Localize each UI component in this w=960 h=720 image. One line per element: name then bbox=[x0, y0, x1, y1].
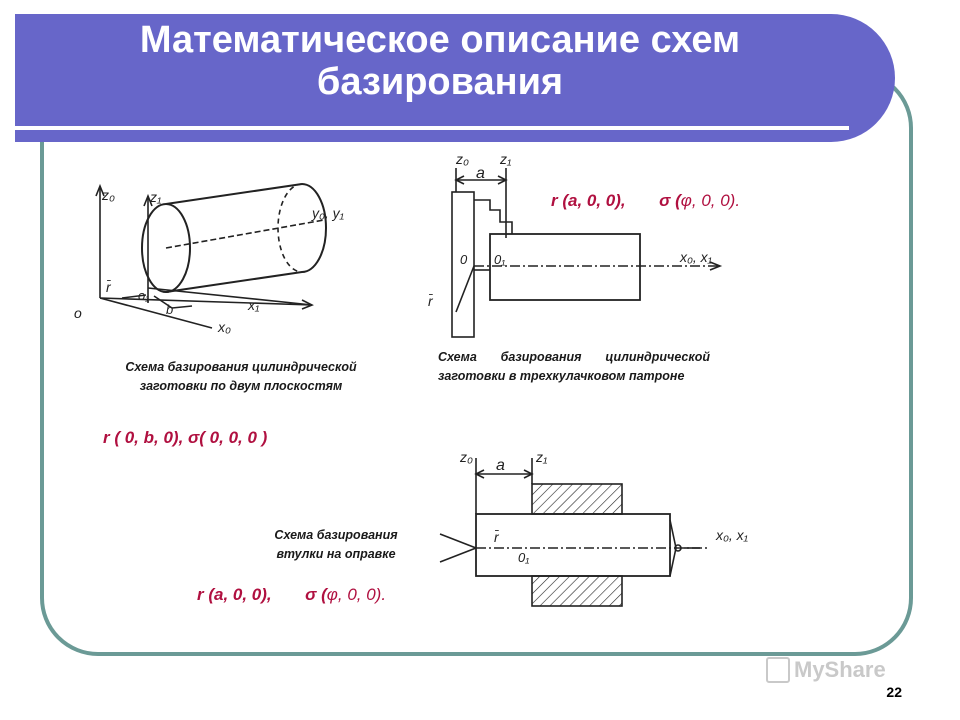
cylinder-two-planes-diagram bbox=[62, 168, 362, 340]
formula-mandrel-phi: φ bbox=[326, 585, 338, 604]
bushing-mandrel-diagram bbox=[440, 448, 770, 608]
label-a: a bbox=[476, 165, 485, 182]
slide-title: Математическое описание схем базирования bbox=[139, 19, 741, 103]
label-x1: x₁ bbox=[248, 297, 260, 313]
label-z0: z₀ bbox=[102, 187, 115, 203]
label-o1: 0₁ bbox=[494, 252, 506, 267]
label-o1: o₁ bbox=[138, 288, 150, 303]
label-z1: z₁ bbox=[500, 151, 512, 167]
formula-chuck-sigma: σ ( bbox=[659, 191, 681, 210]
formula-mandrel-sigma: σ ( bbox=[305, 585, 327, 604]
formula-chuck-r: r (a, 0, 0), bbox=[551, 191, 626, 210]
formula-two-planes: r ( 0, b, 0), σ( 0, 0, 0 ) bbox=[103, 428, 268, 447]
caption-mandrel: Схема базирования втулки на оправке bbox=[274, 528, 398, 561]
label-z0: z₀ bbox=[456, 151, 469, 167]
label-x0: x₀ bbox=[218, 319, 231, 335]
formula-chuck-phi: φ bbox=[680, 191, 692, 210]
three-jaw-chuck-diagram bbox=[420, 144, 730, 340]
label-x: x₀, x₁ bbox=[680, 249, 713, 265]
label-x: x₀, x₁ bbox=[716, 527, 749, 543]
caption-two-planes: Схема базирования цилиндрической заготовки по двум плоскостям bbox=[125, 360, 357, 393]
label-o: o bbox=[74, 305, 82, 321]
watermark-icon bbox=[766, 657, 790, 683]
formula-mandrel bbox=[197, 585, 386, 605]
formula-mandrel-r: r (a, 0, 0), bbox=[197, 585, 272, 604]
formula-chuck bbox=[551, 191, 740, 211]
label-o1: 0₁ bbox=[518, 550, 530, 565]
title-underline bbox=[15, 126, 849, 130]
label-z1: z₁ bbox=[150, 189, 162, 205]
label-y: y₀, y₁ bbox=[312, 205, 345, 221]
caption-chuck: Схема базирования цилиндрической заготовки в трехкулачковом патроне bbox=[438, 350, 710, 383]
label-z0: z₀ bbox=[460, 449, 473, 465]
label-a: a bbox=[496, 457, 505, 474]
formula-chuck-rest: , 0, 0). bbox=[691, 191, 741, 210]
label-r: r̄ bbox=[428, 293, 433, 309]
watermark-logo: MyShare bbox=[766, 656, 886, 690]
label-r: r̄ bbox=[494, 529, 499, 545]
label-b: b bbox=[166, 302, 174, 317]
label-r: r̄ bbox=[106, 279, 111, 295]
formula-mandrel-rest: , 0, 0). bbox=[337, 585, 387, 604]
page-number: 22 bbox=[886, 684, 902, 700]
label-o: 0 bbox=[460, 252, 468, 267]
label-z1: z₁ bbox=[536, 449, 548, 465]
